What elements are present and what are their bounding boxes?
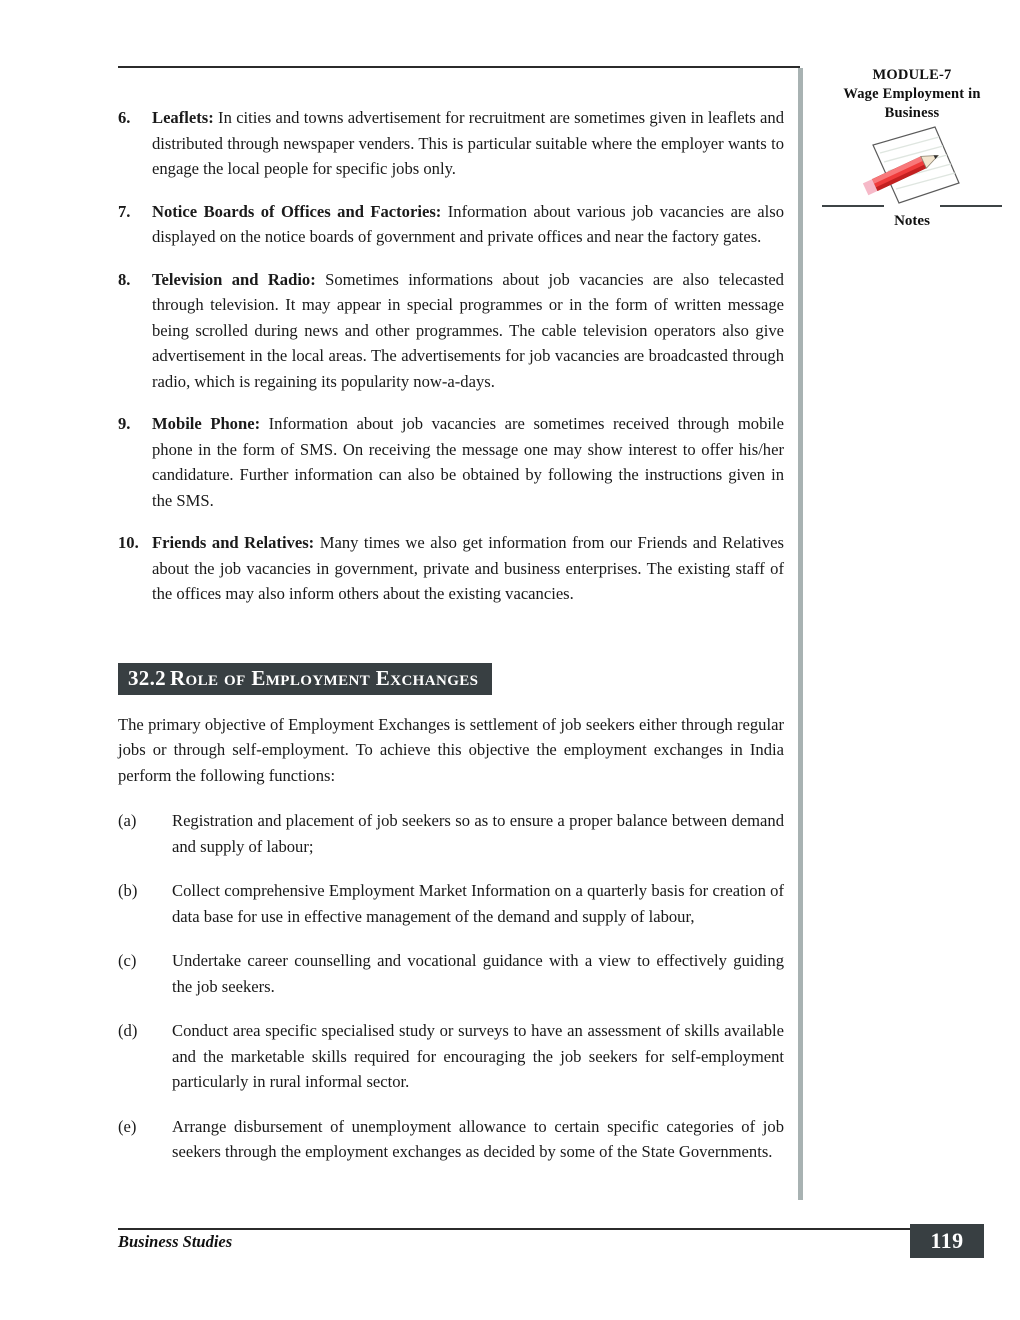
main-content — [118, 105, 784, 1184]
list-item — [118, 267, 784, 395]
list-item-lead: Leaflets: — [152, 108, 214, 127]
list-marker: (c) — [118, 951, 137, 970]
list-item — [118, 808, 784, 859]
list-item-text: Collect comprehensive Employment Market Information on a quarterly basis for creation of data base for use in effective management of the demand and supply of labour, — [172, 881, 784, 926]
list-item — [118, 1114, 784, 1165]
list-item-text: Conduct area specific specialised study or surveys to have an assessment of skills available and the marketable skills required for encouraging the job seekers for self-employment particularly in rural informal sector. — [172, 1021, 784, 1091]
notepad-pencil-icon — [853, 125, 971, 211]
list-item — [118, 105, 784, 182]
module-title-line-2: Business — [884, 105, 940, 121]
list-item-text: Registration and placement of job seekers so as to ensure a proper balance between demand and supply of labour; — [172, 811, 784, 856]
list-item-lead: Mobile Phone: — [152, 414, 261, 433]
list-item-text: Information about job vacancies are sometimes received through mobile phone in the form of SMS. On receiving the message one may show interest to offer his/her candidature. Further information can also be obtained by following the instructions given in the SMS. — [152, 414, 784, 510]
list-marker: (b) — [118, 881, 138, 900]
list-item-text: Many times we also get information from our Friends and Relatives about the job vacancies in government, private and business enterprises. The existing staff of the offices may also inform others about the existing vacancies. — [152, 533, 784, 603]
list-item-text: Arrange disbursement of unemployment allowance to certain specific categories of job seekers through the employment exchanges as decided by some of the State Governments. — [172, 1116, 784, 1161]
list-item-text: Undertake career counselling and vocational guidance with a view to effectively guiding the job seekers. — [172, 951, 784, 996]
list-item — [118, 878, 784, 929]
module-title-line-1: Wage Employment in — [843, 86, 981, 102]
list-marker: 6. — [118, 108, 131, 127]
margin-vertical-rule — [798, 68, 803, 1200]
section-heading — [118, 663, 492, 695]
section-number: 32.2 — [128, 665, 166, 690]
list-item-lead: Television and Radio: — [152, 269, 316, 289]
list-item-lead: Friends and Relatives: — [152, 533, 315, 552]
list-item — [118, 530, 784, 607]
list-marker: 8. — [118, 269, 131, 289]
list-item — [118, 948, 784, 999]
section-intro-paragraph: The primary objective of Employment Exchanges is settlement of job seekers either through regular jobs or through self-employment. To achieve this objective the employment exchanges in India perform the following functions: — [118, 714, 784, 785]
list-marker: 10. — [118, 533, 139, 552]
header-rule — [118, 66, 800, 68]
list-item-text: In cities and towns advertisement for recruitment are sometimes given in leaflets and distributed through newspaper venders. This is particular suitable where the employer wants to engage the local people for specific jobs only. — [152, 108, 784, 178]
module-margin-note — [812, 66, 1012, 230]
list-marker: (d) — [118, 1021, 138, 1040]
list-item-text: Information about various job vacancies are also displayed on the notice boards of government and private offices and near the factory gates. — [152, 201, 784, 246]
list-marker: (e) — [118, 1116, 137, 1136]
page-number-badge: 119 — [910, 1224, 984, 1258]
section-title: Role of Employment Exchanges — [169, 665, 479, 690]
notes-divider-rules — [822, 205, 1002, 208]
list-item-lead: Notice Boards of Offices and Factories: — [152, 201, 442, 221]
list-item-text: Sometimes informations about job vacancies are also telecasted through television. It may appear in special programmes or in the form of written message being scrolled during news and other programmes. The cable television operators also give advertisement in the local areas. The advertisements for job vacancies are broadcasted through radio, which is regaining its popularity now-a-days. — [152, 269, 784, 391]
notes-label: Notes — [894, 213, 930, 229]
module-label: MODULE-7 — [872, 67, 952, 83]
list-marker: 9. — [118, 414, 131, 433]
footer-book-title: Business Studies — [118, 1232, 233, 1251]
list-item — [118, 1018, 784, 1095]
list-marker: 7. — [118, 201, 131, 221]
list-marker: (a) — [118, 811, 137, 830]
list-item — [118, 199, 784, 250]
footer-rule — [118, 1228, 911, 1230]
list-item — [118, 411, 784, 513]
